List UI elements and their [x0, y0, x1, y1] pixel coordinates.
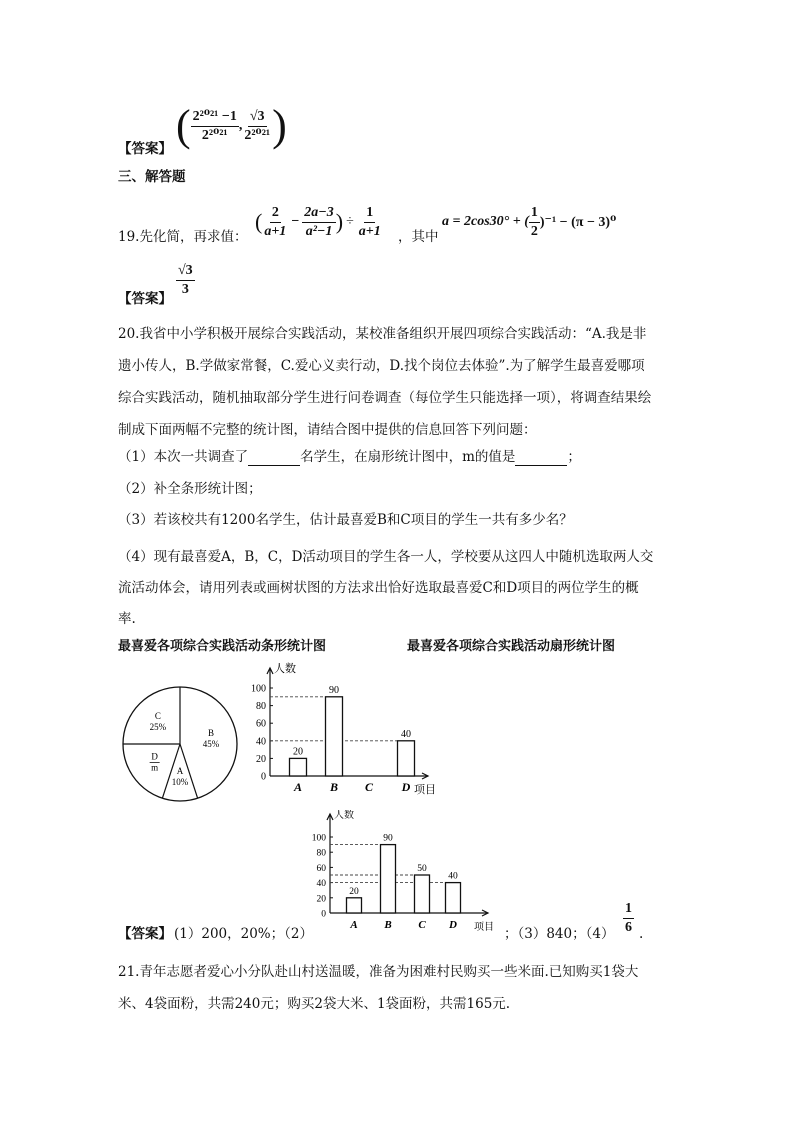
q19-answer-value: $\frac{√3}{3}$ — [178, 263, 193, 297]
q20-problem-text: 20.我省中小学积极开展综合实践活动，某校准备组织开展四项综合实践活动：“A.我是非 遗小传人，B.学做家常餐，C.爱心义卖行动，D.找个岗位去体验”.为了解学生最喜爱哪项 综合实践活动，随机抽取部分学生进行问卷调查（每位学生只能选择一项），将调查结果绘 制成下面两幅不完整的统计图，请结合图中提供的信息回答下列问题： — [118, 326, 652, 438]
q20-sub2: （2）补全条形统计图； — [118, 481, 262, 497]
y-tick-label: 40 — [256, 736, 266, 748]
y-tick-label: 60 — [256, 718, 266, 730]
bar-value-label-d: 40 — [448, 871, 458, 882]
bar-b — [326, 697, 343, 776]
bar-value-label-c: 50 — [417, 864, 427, 874]
q20-sub3: （3）若该校共有1200名学生，估计最喜爱B和C项目的学生一共有多少名？ — [118, 512, 573, 528]
y-tick-label: 20 — [316, 894, 326, 905]
q19-prompt: 19.先化简，再求值： — [118, 229, 248, 245]
q20-answer-part12: (1）200，20%；（2） — [174, 926, 313, 942]
x-tick-label-c: C — [364, 780, 374, 794]
x-tick-label-a: A — [293, 780, 303, 794]
x-axis-label: 项目 — [474, 922, 494, 933]
left-paren: ( — [176, 101, 191, 150]
y-tick-label: 100 — [311, 833, 326, 844]
bar-value-label-b: 90 — [383, 833, 393, 844]
q18-answer-label: 【答案】 — [118, 141, 172, 157]
y-fraction: $\frac{√3}{\text{2²⁰²¹}}$ — [244, 108, 271, 143]
q19-answer-label: 【答案】 — [118, 291, 172, 307]
pie-value-b: 45% — [202, 739, 220, 750]
q20-answer-end: . — [639, 926, 644, 942]
y-tick-label: 80 — [256, 701, 266, 713]
bar-chart-complete — [296, 810, 506, 940]
pie-label-c: C — [154, 710, 161, 721]
bar-a — [347, 898, 362, 913]
y-tick-label: 0 — [321, 909, 326, 920]
y-tick-label: 100 — [251, 683, 266, 695]
bar-d — [398, 741, 415, 776]
y-tick-label: 20 — [256, 753, 266, 765]
x-tick-label-d: D — [449, 919, 457, 931]
q20-answer-label: 【答案】 — [118, 926, 172, 942]
bar-value-label-a: 20 — [349, 886, 359, 897]
bar-d — [446, 883, 461, 913]
pie-chart-title: 最喜爱各项综合实践活动扇形统计图 — [407, 639, 616, 654]
x-tick-label-c: C — [418, 919, 426, 931]
q20-answer-part3: ；（3）840；（4） — [504, 926, 615, 942]
y-axis-label: 人数 — [274, 662, 296, 675]
y-tick-label: 80 — [316, 848, 326, 859]
pie-label-a: A — [176, 766, 184, 777]
q19-where: ，其中 — [398, 229, 439, 245]
y-tick-label: 60 — [316, 863, 326, 874]
x-axis-label: 项目 — [414, 783, 436, 796]
bar-value-label-a: 20 — [293, 746, 303, 758]
right-paren: ) — [272, 101, 287, 150]
bar-chart-incomplete — [240, 662, 470, 804]
y-axis-label: 人数 — [334, 810, 354, 821]
q20-sub4: （4）现有最喜爱A，B，C，D活动项目的学生各一人，学校要从这四人中随机选取两人交 流活动体会，请用列表或画树状图的方法求出恰好选取最喜爱C和D项目的两位学生的概 率. — [118, 549, 654, 627]
bar-c — [415, 875, 430, 913]
pie-value-c: 25% — [149, 721, 167, 732]
x-tick-label-a: A — [350, 919, 358, 931]
q20-answer-probability: $\frac{1}{6}$ — [625, 901, 632, 935]
pie-value-a: 10% — [171, 777, 189, 788]
q21-problem-text: 21.青年志愿者爱心小分队赴山村送温暖，准备为困难村民购买一些米面.已知购买1袋大 米、4袋面粉，共需240元；购买2袋大米、1袋面粉，共需165元. — [118, 964, 639, 1012]
x-tick-label-b: B — [384, 919, 392, 931]
pie-chart — [118, 685, 242, 803]
pie-label-d: D — [151, 751, 158, 762]
bar-value-label-d: 40 — [401, 728, 411, 740]
q18-answer-expression: ( $\frac{\text{2²⁰²¹ −1}}{\text{2²⁰²¹}}$ , $\frac{√3}{\text{2²⁰²¹}}$ ) — [176, 101, 287, 150]
x-tick-label-d: D — [401, 780, 411, 794]
x-tick-label-b: B — [329, 780, 339, 794]
pie-label-b: B — [207, 728, 214, 739]
x-fraction: $\frac{\text{2²⁰²¹ −1}}{\text{2²⁰²¹}}$ — [192, 108, 237, 143]
y-tick-label: 0 — [261, 771, 266, 783]
bar-chart-title: 最喜爱各项综合实践活动条形统计图 — [118, 639, 327, 654]
section-title: 三、解答题 — [118, 169, 186, 185]
bar-a — [290, 758, 307, 776]
q19-expression: ( $\frac{2}{a+1}$ − $\frac{2a-3}{\text{a²−1}}$ ) ÷ $\frac{1}{a+1}$ — [255, 204, 381, 239]
y-tick-label: 40 — [316, 879, 326, 890]
bar-value-label-b: 90 — [329, 684, 339, 696]
bar-b — [381, 845, 396, 913]
q20-sub1: （1）本次一共调查了 名学生，在扇形统计图中，m的值是 ； — [118, 449, 581, 465]
q19-value-expression: a = 2cos30° + ( $\frac{1}{2}$ )⁻¹ − (π − 3)⁰ — [442, 204, 617, 239]
pie-value-d: m — [151, 762, 159, 773]
